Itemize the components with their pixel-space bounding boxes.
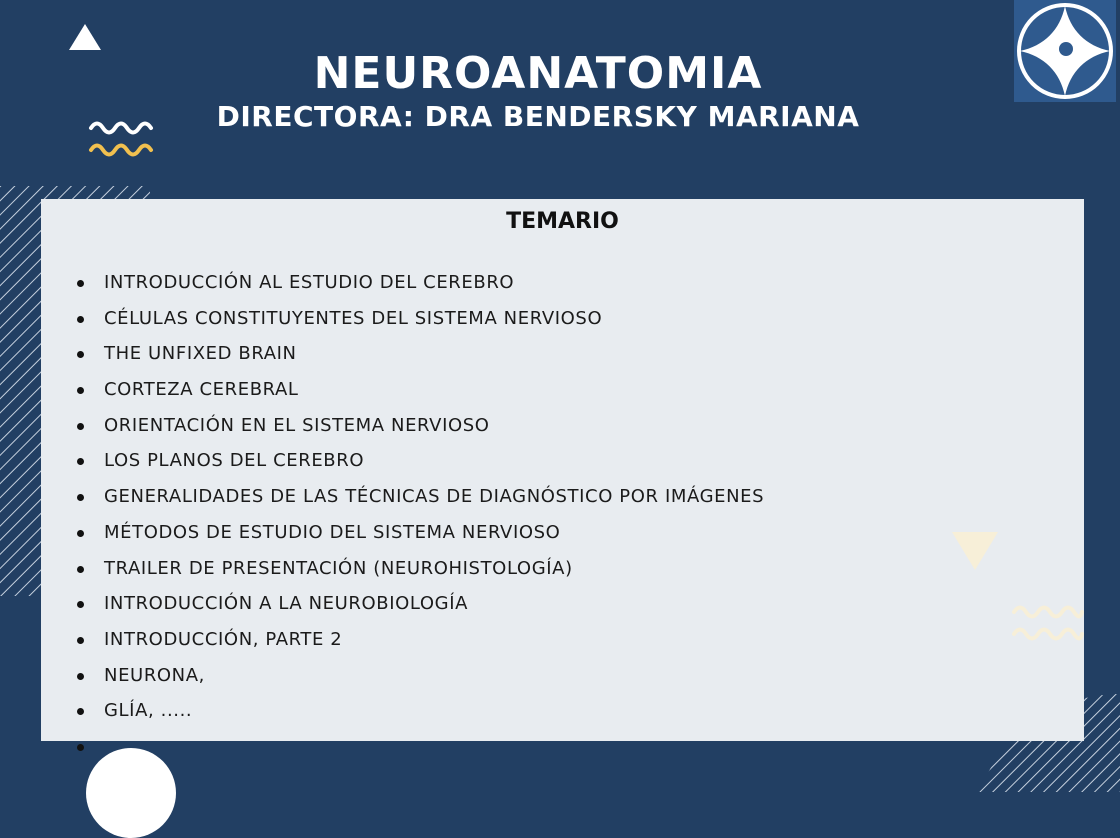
bullet-icon [77,566,84,573]
list-item-text: CÉLULAS CONSTITUYENTES DEL SISTEMA NERVIOSO [104,307,603,329]
bullet-icon [77,744,84,751]
list-item [41,658,764,694]
list-item-text: LOS PLANOS DEL CEREBRO [104,450,365,472]
panel-title: TEMARIO [506,209,619,234]
list-item [41,336,764,372]
circle-decoration [86,748,176,838]
header [0,48,1076,134]
page-title: NEUROANATOMIA [313,48,763,99]
list-item [41,515,764,551]
bullet-icon [77,637,84,644]
list-item [41,551,764,587]
list-item [41,408,764,444]
list-item-text: INTRODUCCIÓN AL ESTUDIO DEL CEREBRO [104,272,515,293]
bullet-icon [77,316,84,323]
list-item [41,372,764,408]
bullet-icon [77,387,84,394]
topics-panel [41,199,1084,741]
bullet-icon [77,351,84,358]
bullet-icon [77,423,84,430]
bullet-icon [77,458,84,465]
page-subtitle: DIRECTORA: DRA BENDERSKY MARIANA [216,100,860,133]
list-item [41,693,764,729]
bullet-icon [77,280,84,287]
list-item-text: GLÍA, ..... [104,700,193,722]
triangle-decoration [69,24,101,50]
bullet-icon [77,530,84,537]
triangle-down-decoration [952,532,998,570]
list-item-text: INTRODUCCIÓN A LA NEUROBIOLOGÍA [104,593,469,615]
list-item-text: THE UNFIXED BRAIN [104,343,297,365]
list-item-text: MÉTODOS DE ESTUDIO DEL SISTEMA NERVIOSO [104,521,561,543]
list-item [41,586,764,622]
bullet-icon [77,494,84,501]
bullet-icon [77,673,84,680]
list-item-text: CORTEZA CEREBRAL [104,379,299,401]
list-item [41,265,764,301]
list-item-text: NEURONA, [104,664,205,686]
list-item [41,622,764,658]
list-item-text: INTRODUCCIÓN, PARTE 2 [104,628,343,650]
list-item [41,301,764,337]
topics-list [41,265,764,729]
list-item [41,443,764,479]
bullet-icon [77,708,84,715]
bullet-icon [77,601,84,608]
list-item-text: TRAILER DE PRESENTACIÓN (NEUROHISTOLOGÍA) [104,557,573,579]
list-item-text: ORIENTACIÓN EN EL SISTEMA NERVIOSO [104,414,490,436]
list-item [41,479,764,515]
wave-decoration-right [1010,600,1086,646]
list-item-text: GENERALIDADES DE LAS TÉCNICAS DE DIAGNÓSTICO POR IMÁGENES [104,486,765,508]
